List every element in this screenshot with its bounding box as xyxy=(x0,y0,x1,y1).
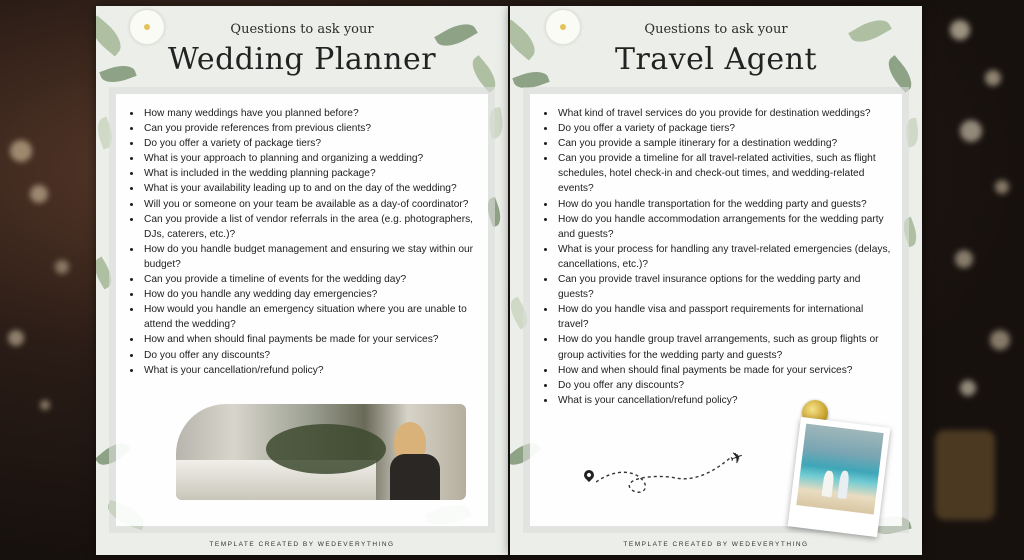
questions-card xyxy=(116,94,488,526)
page-title: Travel Agent xyxy=(614,42,818,77)
page-subtitle: Questions to ask your xyxy=(644,22,788,37)
list-item: • What kind of travel services do you provide for destination weddings? xyxy=(556,106,892,121)
list-item: • Can you provide travel insurance options for the wedding party and guests? xyxy=(556,272,892,302)
list-item: • How do you handle accommodation arrangements for the wedding party and guests? xyxy=(556,212,892,242)
beach-couple-photo xyxy=(788,417,891,537)
bokeh-light xyxy=(30,185,48,203)
list-item: • Can you provide a list of vendor referrals in the area (e.g. photographers, DJs, caterers, etc.)? xyxy=(142,212,478,242)
bokeh-light xyxy=(960,120,982,142)
questions-list xyxy=(530,106,892,408)
wedding-table-photo xyxy=(176,404,466,500)
leaf-decoration xyxy=(903,118,921,148)
leaf-decoration xyxy=(487,107,506,139)
list-item: • Do you offer any discounts? xyxy=(556,378,892,393)
list-item: • Can you provide a sample itinerary for a destination wedding? xyxy=(556,136,892,151)
beach-photo-image xyxy=(796,424,883,515)
list-item: • What is your approach to planning and organizing a wedding? xyxy=(142,151,478,166)
list-item: • How do you handle budget management and ensuring we stay within our budget? xyxy=(142,242,478,272)
list-item: • What is your cancellation/refund policy? xyxy=(556,393,892,408)
list-item: • Do you offer a variety of package tiers? xyxy=(556,121,892,136)
bokeh-light xyxy=(985,70,1001,86)
list-item: • How many weddings have you planned before? xyxy=(142,106,478,121)
list-item: • Will you or someone on your team be available as a day-of coordinator? xyxy=(142,197,478,212)
bokeh-light xyxy=(10,140,32,162)
bokeh-light xyxy=(935,430,995,520)
airplane-icon: ✈ xyxy=(727,446,747,469)
bokeh-light xyxy=(55,260,69,274)
list-item: • How do you handle visa and passport requirements for international travel? xyxy=(556,302,892,332)
table-greenery xyxy=(266,424,386,474)
bokeh-light xyxy=(995,180,1009,194)
list-item: • How do you handle any wedding day emergencies? xyxy=(142,287,478,302)
groom-figure xyxy=(837,470,849,499)
questions-list xyxy=(116,106,478,378)
leaf-decoration xyxy=(900,217,921,247)
bokeh-light xyxy=(8,330,24,346)
list-item: • Do you offer any discounts? xyxy=(142,348,478,363)
bokeh-light xyxy=(960,380,976,396)
travel-agent-page xyxy=(510,6,922,555)
planner-figure-body xyxy=(390,454,440,500)
map-pin-icon xyxy=(582,468,596,482)
list-item: • Do you offer a variety of package tiers? xyxy=(142,136,478,151)
list-item: • Can you provide a timeline for all travel-related activities, such as flight schedules, hotel check-in and check-out times, and wedding-related events? xyxy=(556,151,892,196)
list-item: • What is your availability leading up to and on the day of the wedding? xyxy=(142,181,478,196)
list-item: • How do you handle transportation for the wedding party and guests? xyxy=(556,197,892,212)
leaf-decoration xyxy=(96,257,117,290)
list-item: • How and when should final payments be made for your services? xyxy=(142,332,478,347)
bokeh-light xyxy=(40,400,50,410)
wedding-planner-page xyxy=(96,6,508,555)
page-title: Wedding Planner xyxy=(167,42,437,77)
dotted-flight-path xyxy=(596,448,736,498)
page-footer: TEMPLATE CREATED BY WEDEVERYTHING xyxy=(623,541,809,548)
list-item: • How and when should final payments be made for your services? xyxy=(556,363,892,378)
list-item: • What is your process for handling any travel-related emergencies (delays, cancellations, etc.)? xyxy=(556,242,892,272)
list-item: • How would you handle an emergency situation where you are unable to attend the wedding? xyxy=(142,302,478,332)
bokeh-light xyxy=(955,250,973,268)
leaf-decoration xyxy=(96,117,117,150)
bride-figure xyxy=(822,470,835,497)
list-item: • How do you handle group travel arrangements, such as group flights or group activities for the wedding party and guests? xyxy=(556,332,892,362)
list-item: • What is your cancellation/refund policy? xyxy=(142,363,478,378)
bokeh-light xyxy=(990,330,1010,350)
page-footer: TEMPLATE CREATED BY WEDEVERYTHING xyxy=(209,541,395,548)
list-item: • Can you provide a timeline of events for the wedding day? xyxy=(142,272,478,287)
list-item: • Can you provide references from previous clients? xyxy=(142,121,478,136)
bokeh-light xyxy=(950,20,970,40)
questions-card xyxy=(530,94,902,526)
page-subtitle: Questions to ask your xyxy=(230,22,374,37)
list-item: • What is included in the wedding planning package? xyxy=(142,166,478,181)
